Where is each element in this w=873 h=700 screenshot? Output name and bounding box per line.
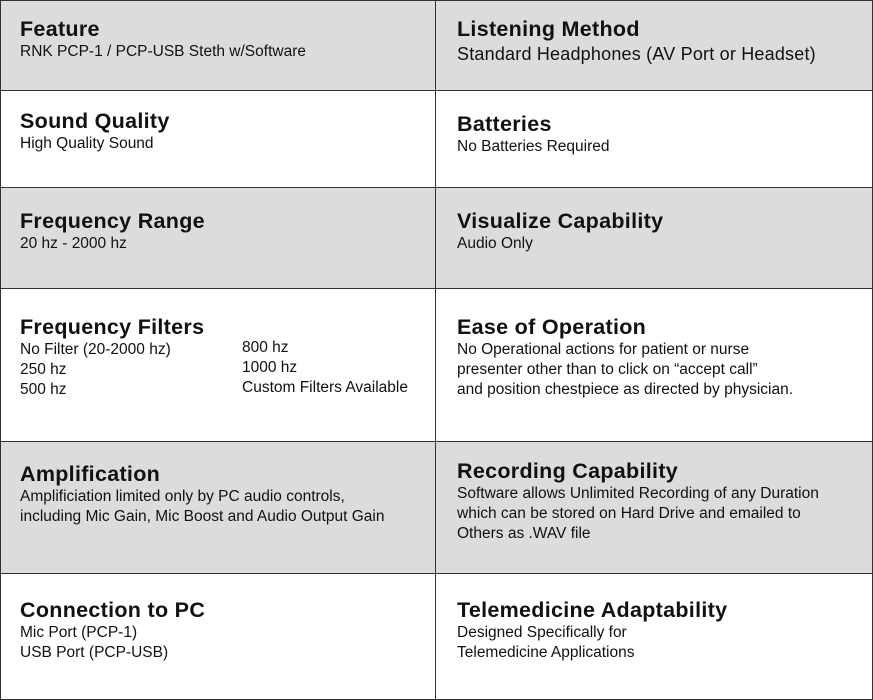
- cell-title: Visualize Capability: [457, 209, 664, 233]
- table-cell-connection-to-pc: [1, 574, 436, 699]
- table-cell-listening-method: [436, 1, 872, 90]
- cell-text: No Batteries Required: [457, 138, 610, 155]
- table-cell-frequency-filters: [1, 289, 436, 441]
- table-cell-feature: [1, 1, 436, 90]
- table-cell-visualize-capability: [436, 188, 872, 288]
- table-cell-sound-quality: [1, 91, 436, 187]
- table-cell-frequency-range: [1, 188, 436, 288]
- cell-text: 20 hz - 2000 hz: [20, 235, 127, 252]
- filter-option: 250 hz: [20, 361, 67, 378]
- table-row: [1, 188, 872, 289]
- cell-title: Feature: [20, 17, 100, 41]
- table-row: [1, 442, 872, 574]
- table-row: [1, 1, 872, 91]
- filter-option: 1000 hz: [242, 359, 298, 376]
- cell-text: Audio Only: [457, 235, 533, 252]
- cell-text: High Quality Sound: [20, 135, 154, 152]
- filter-option: 500 hz: [20, 381, 67, 398]
- table-row: [1, 289, 872, 442]
- table-cell-batteries: [436, 91, 872, 187]
- table-cell-telemedicine-adaptability: [436, 574, 872, 699]
- filter-option: 800 hz: [242, 339, 289, 356]
- cell-title: Batteries: [457, 112, 552, 136]
- filter-column-1: [20, 340, 171, 400]
- cell-text: Others as .WAV file: [457, 525, 591, 542]
- cell-text: Telemedicine Applications: [457, 644, 635, 661]
- filter-option: Custom Filters Available: [242, 379, 408, 396]
- cell-title: Ease of Operation: [457, 315, 647, 339]
- cell-title: Frequency Range: [20, 209, 205, 233]
- cell-title: Frequency Filters: [20, 315, 205, 339]
- cell-text: RNK PCP-1 / PCP-USB Steth w/Software: [20, 43, 306, 60]
- cell-title: Telemedicine Adaptability: [457, 598, 728, 622]
- cell-text: Standard Headphones (AV Port or Headset): [457, 44, 816, 64]
- table-row: [1, 91, 872, 188]
- cell-text: Amplificiation limited only by PC audio controls,: [20, 488, 345, 505]
- cell-text: including Mic Gain, Mic Boost and Audio Output Gain: [20, 508, 385, 525]
- cell-text: and position chestpiece as directed by physician.: [457, 381, 794, 398]
- cell-text: which can be stored on Hard Drive and emailed to: [457, 505, 801, 522]
- table-cell-ease-of-operation: [436, 289, 872, 441]
- cell-text: USB Port (PCP-USB): [20, 644, 169, 661]
- cell-title: Connection to PC: [20, 598, 206, 622]
- cell-title: Amplification: [20, 462, 161, 486]
- table-cell-amplification: [1, 442, 436, 573]
- cell-text: presenter other than to click on “accept call”: [457, 361, 758, 378]
- cell-text: Mic Port (PCP-1): [20, 624, 138, 641]
- cell-text: No Operational actions for patient or nurse: [457, 341, 750, 358]
- cell-title: Sound Quality: [20, 109, 170, 133]
- table-cell-recording-capability: [436, 442, 872, 573]
- cell-title: Listening Method: [457, 17, 640, 41]
- filter-option: No Filter (20-2000 hz): [20, 341, 171, 358]
- cell-text: Designed Specifically for: [457, 624, 627, 641]
- filter-column-2: [242, 338, 408, 398]
- table-row: [1, 574, 872, 699]
- cell-text: Software allows Unlimited Recording of any Duration: [457, 485, 819, 502]
- cell-title: Recording Capability: [457, 459, 679, 483]
